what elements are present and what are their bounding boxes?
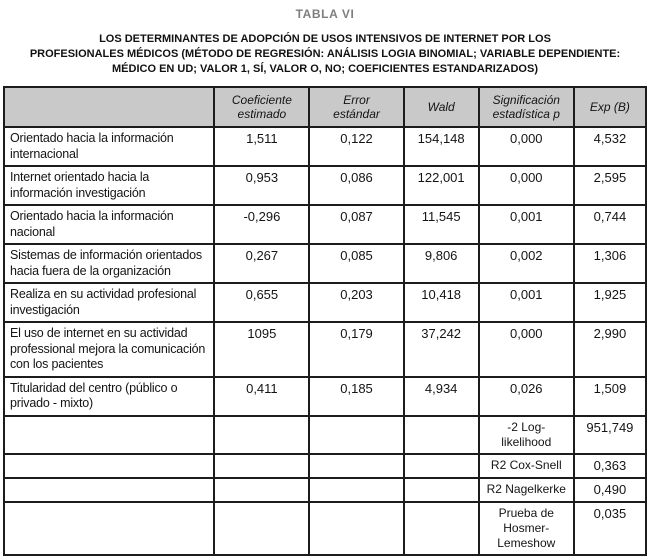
coef-cell: 0,267 xyxy=(214,244,309,283)
empty-cell xyxy=(4,416,214,454)
empty-cell xyxy=(404,502,479,555)
wald-cell: 4,934 xyxy=(404,377,479,416)
exp-cell: 0,744 xyxy=(574,205,646,244)
empty-cell xyxy=(214,502,309,555)
error-cell: 0,122 xyxy=(309,127,403,166)
error-cell: 0,087 xyxy=(309,205,403,244)
empty-cell xyxy=(309,502,403,555)
sig-cell: 0,000 xyxy=(479,166,574,205)
column-header-wald: Wald xyxy=(404,87,479,127)
empty-cell xyxy=(309,478,403,502)
error-cell: 0,086 xyxy=(309,166,403,205)
table-row xyxy=(4,377,646,416)
wald-cell: 10,418 xyxy=(404,283,479,322)
stat-label: R2 Cox-Snell xyxy=(479,454,574,478)
exp-cell: 4,532 xyxy=(574,127,646,166)
stat-row xyxy=(4,478,646,502)
empty-cell xyxy=(214,478,309,502)
column-header-significacion: Significación estadística p xyxy=(479,87,574,127)
wald-cell: 9,806 xyxy=(404,244,479,283)
stat-row xyxy=(4,416,646,454)
coef-cell: 1095 xyxy=(214,322,309,377)
header-row xyxy=(4,87,646,127)
table-row xyxy=(4,322,646,377)
stat-row xyxy=(4,454,646,478)
column-header-coeficiente: Coeficiente estimado xyxy=(214,87,309,127)
error-cell: 0,203 xyxy=(309,283,403,322)
sig-cell: 0,002 xyxy=(479,244,574,283)
stat-label: Prueba de Hosmer- Lemeshow xyxy=(479,502,574,555)
regression-table xyxy=(3,86,647,556)
wald-cell: 154,148 xyxy=(404,127,479,166)
table-row xyxy=(4,127,646,166)
column-header-empty xyxy=(4,87,214,127)
row-label: Orientado hacia la información internacional xyxy=(4,127,214,166)
row-label: El uso de internet en su actividad professional mejora la comunicación con los pacientes xyxy=(4,322,214,377)
coef-cell: 0,655 xyxy=(214,283,309,322)
empty-cell xyxy=(404,416,479,454)
stat-value: 0,035 xyxy=(574,502,646,555)
row-label: Realiza en su actividad profesional investigación xyxy=(4,283,214,322)
exp-cell: 1,925 xyxy=(574,283,646,322)
wald-cell: 11,545 xyxy=(404,205,479,244)
stat-value: 0,490 xyxy=(574,478,646,502)
table-row xyxy=(4,166,646,205)
empty-cell xyxy=(4,454,214,478)
empty-cell xyxy=(404,478,479,502)
error-cell: 0,185 xyxy=(309,377,403,416)
table-row xyxy=(4,244,646,283)
stat-label: -2 Log-likelihood xyxy=(479,416,574,454)
column-header-exp-b: Exp (B) xyxy=(574,87,646,127)
sig-cell: 0,000 xyxy=(479,127,574,166)
exp-cell: 1,509 xyxy=(574,377,646,416)
row-label: Sistemas de información orientados hacia fuera de la organización xyxy=(4,244,214,283)
subtitle-line: MÉDICO EN UD; VALOR 1, SÍ, VALOR O, NO; COEFICIENTES ESTANDARIZADOS) xyxy=(112,63,538,75)
table-subtitle xyxy=(0,32,650,77)
empty-cell xyxy=(214,454,309,478)
wald-cell: 37,242 xyxy=(404,322,479,377)
stat-row xyxy=(4,502,646,555)
stat-value: 951,749 xyxy=(574,416,646,454)
coef-cell: 0,953 xyxy=(214,166,309,205)
row-label: Internet orientado hacia la información investigación xyxy=(4,166,214,205)
sig-cell: 0,001 xyxy=(479,205,574,244)
error-cell: 0,085 xyxy=(309,244,403,283)
empty-cell xyxy=(4,478,214,502)
subtitle-line: LOS DETERMINANTES DE ADOPCIÓN DE USOS INTENSIVOS DE INTERNET POR LOS xyxy=(99,33,551,45)
subtitle-line: PROFESIONALES MÉDICOS (MÉTODO DE REGRESIÓN: ANÁLISIS LOGIA BINOMIAL; VARIABLE DEPENDIENTE: xyxy=(29,48,621,60)
empty-cell xyxy=(404,454,479,478)
column-header-error: Error estándar xyxy=(309,87,403,127)
sig-cell: 0,001 xyxy=(479,283,574,322)
empty-cell xyxy=(4,502,214,555)
empty-cell xyxy=(309,454,403,478)
wald-cell: 122,001 xyxy=(404,166,479,205)
row-label: Titularidad del centro (público o privado - mixto) xyxy=(4,377,214,416)
sig-cell: 0,000 xyxy=(479,322,574,377)
table-row xyxy=(4,205,646,244)
stat-label: R2 Nagelkerke xyxy=(479,478,574,502)
error-cell: 0,179 xyxy=(309,322,403,377)
exp-cell: 2,595 xyxy=(574,166,646,205)
empty-cell xyxy=(214,416,309,454)
exp-cell: 2,990 xyxy=(574,322,646,377)
empty-cell xyxy=(309,416,403,454)
stat-value: 0,363 xyxy=(574,454,646,478)
coef-cell: 1,511 xyxy=(214,127,309,166)
table-row xyxy=(4,283,646,322)
row-label: Orientado hacia la información nacional xyxy=(4,205,214,244)
exp-cell: 1,306 xyxy=(574,244,646,283)
coef-cell: 0,411 xyxy=(214,377,309,416)
coef-cell: -0,296 xyxy=(214,205,309,244)
sig-cell: 0,026 xyxy=(479,377,574,416)
table-caption: TABLA VI xyxy=(295,7,355,21)
